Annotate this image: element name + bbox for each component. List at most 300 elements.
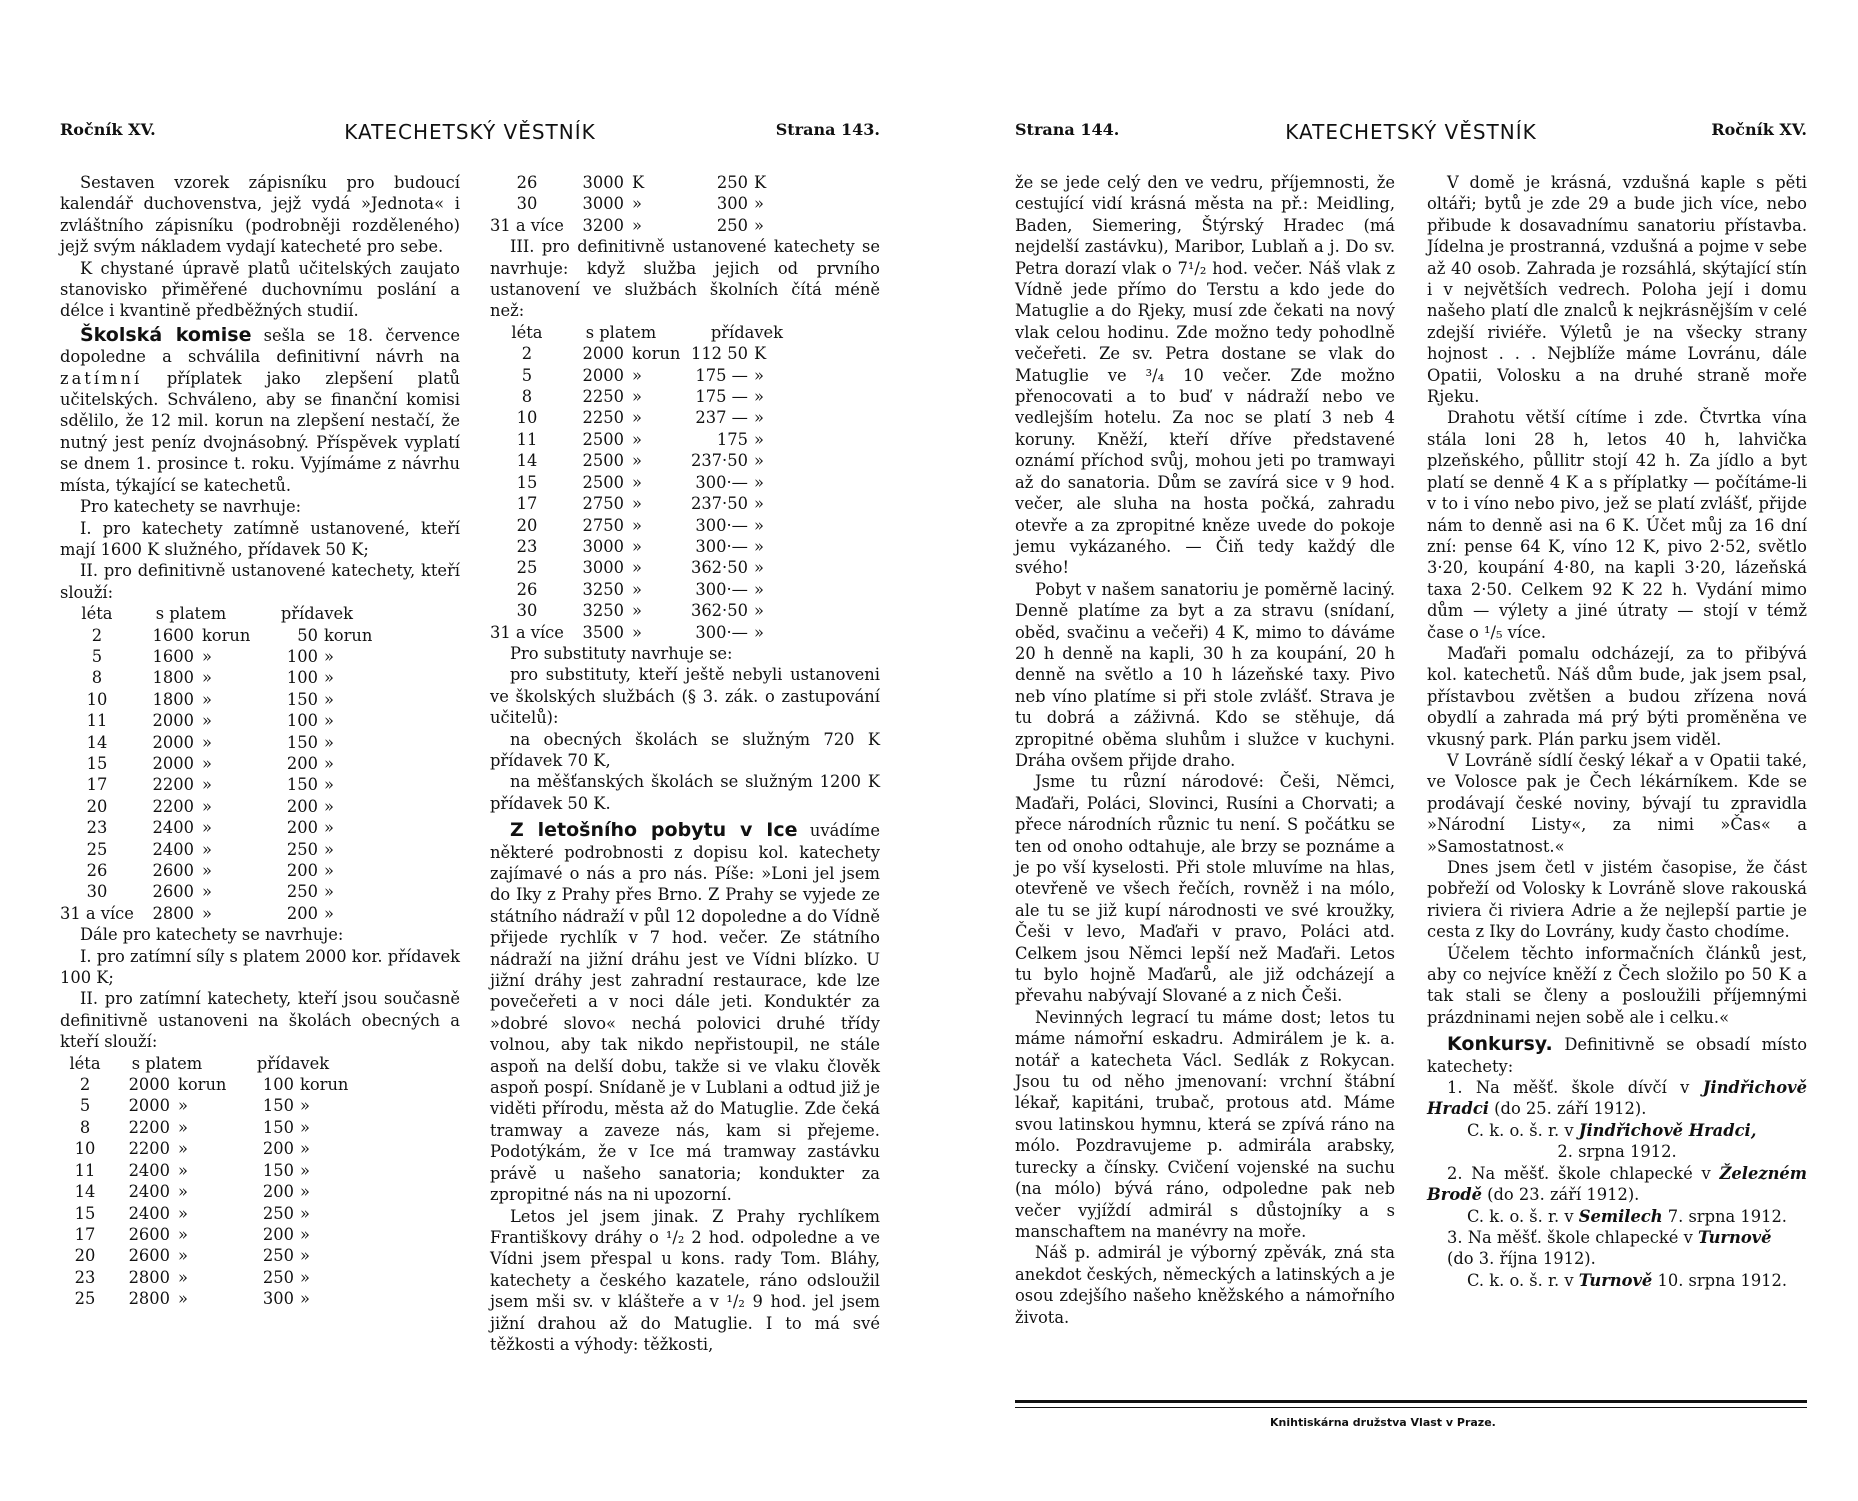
table-cell: 14 (516, 451, 538, 471)
table-cell: 300·— (695, 472, 748, 492)
table-header-row (60, 603, 384, 624)
text: Definitivně se obsadí místo katechety: (1427, 1035, 1807, 1076)
table-cell: » (323, 732, 334, 752)
table-cell: » (323, 861, 334, 880)
table-cell: 362·50 (690, 558, 748, 578)
table-cell: 17 (516, 494, 538, 514)
text: C. k. o. š. r. v (1467, 1120, 1579, 1140)
table-cell: 3500 (582, 622, 624, 642)
table-cell: 200 (286, 796, 318, 816)
table-cell: 2200 (128, 1139, 170, 1159)
table-cell: » (201, 839, 212, 859)
table-cell: » (631, 558, 642, 578)
paragraph: Pro katechety se navrhuje: (80, 497, 302, 517)
table-cell: 3250 (582, 601, 624, 621)
table-row (60, 753, 384, 774)
table-cell: » (323, 818, 334, 838)
table-cell: » (631, 451, 642, 471)
volume-label: Ročník XV. (1711, 120, 1807, 139)
table-cell: » (631, 365, 642, 385)
table-cell: 30 (516, 194, 538, 214)
column-header: s platem (585, 322, 657, 342)
left-column-2 (490, 172, 880, 1355)
running-head-left (60, 120, 880, 146)
table-cell: » (201, 861, 212, 880)
table-cell: 200 (262, 1139, 294, 1159)
table-cell: » (753, 429, 764, 449)
paragraph: II. pro zatímní katechety, kteří jsou současně definitivně ustanoveni na školách obecných a kteří slouží: (60, 989, 460, 1052)
table-cell: 3000 (582, 173, 624, 192)
table-cell: » (753, 515, 764, 535)
table-cell: » (753, 579, 764, 599)
table-cell: » (323, 753, 334, 773)
table-cell: 200 (262, 1224, 294, 1244)
konkurs-date: 2. srpna 1912. (1557, 1142, 1677, 1162)
table-row (60, 817, 384, 838)
table-row (60, 1288, 360, 1309)
paragraph: Náš p. admirál je výborný zpěvák, zná sta anekdot českých, německých a latinských a je osou zdejšího našeho kněžského a námořního života. (1015, 1243, 1395, 1327)
text: C. k. o. š. r. v (1467, 1206, 1579, 1226)
table-cell: » (753, 408, 764, 428)
table-cell: » (323, 796, 334, 816)
table-cell: korun (631, 344, 681, 364)
table-cell: 26 (516, 173, 538, 192)
konkurs-signature (1427, 1270, 1807, 1291)
table-row (60, 1160, 360, 1181)
table-cell: 30 (516, 601, 538, 621)
table-row (490, 407, 814, 428)
table-cell: » (178, 1117, 188, 1137)
table-cell: 100 (286, 668, 318, 688)
table-row (490, 193, 814, 214)
table-header-row (490, 322, 814, 343)
table-cell: 2000 (152, 711, 194, 731)
table-cell: 8 (79, 1117, 91, 1137)
text: 3. Na měšť. škole chlapecké v (1447, 1227, 1698, 1247)
table-cell: 31 a více (60, 903, 134, 923)
table-row (60, 625, 384, 646)
paragraph: Dále pro katechety se navrhuje: (80, 925, 344, 945)
table-cell: » (178, 1203, 188, 1223)
table-cell: 25 (74, 1289, 96, 1309)
table-cell: 1600 (152, 646, 194, 666)
table-cell: » (631, 387, 642, 407)
table-row (490, 557, 814, 578)
table-cell: 150 (262, 1096, 294, 1116)
table-cell: 200 (286, 903, 318, 923)
table-cell: 2500 (582, 429, 624, 449)
table-cell: 3250 (582, 579, 624, 599)
place-name: Turnově (1578, 1270, 1653, 1290)
table-cell: 362·50 (690, 601, 748, 621)
table-cell: » (753, 365, 764, 385)
table-cell: » (201, 796, 212, 816)
paragraph: Účelem těchto informačních článků jest, aby co nejvíce kněží z Čech složilo po 50 K a tak stali se členy a posloužili příjemnými prázdninami nejen sobě ale i celku.« (1427, 943, 1807, 1027)
table-cell: » (201, 903, 212, 923)
table-cell: » (201, 775, 212, 795)
table-cell: 14 (86, 732, 108, 752)
paragraph: V Lovráně sídlí český lékař a v Opatii také, ve Volosce pak je Čech lékárníkem. Kde se prodávají české noviny, bývají tu zpravidla »Národní Listy«, za nimi »Čas« a »Samostatnost.« (1427, 750, 1807, 856)
table-cell: 31 a více (490, 215, 564, 235)
column-header: s platem (131, 1053, 203, 1073)
page-number: Strana 143. (775, 120, 880, 139)
paragraph: na obecných školách se služným 720 K přídavek 70 K, (490, 729, 880, 770)
right-column-2 (1427, 172, 1807, 1291)
table-row (60, 796, 384, 817)
paragraph: Letos jel jsem jinak. Z Prahy rychlíkem Františkovy dráhy o ¹/₂ 2 hod. odpoledne a ve Vídni jsem přespal u kons. rady Tom. Bláhy, katechety a českého kazatele, ráno odsloužil jsem mši sv. v klášteře a v ¹/₂ 9 hod. jel jsem jižní drahou až do Matuglie. I to má své těžkosti a výhody: těžkosti, (490, 1206, 880, 1354)
table-cell: 2000 (582, 365, 624, 385)
table-cell: 11 (516, 429, 538, 449)
table-row (490, 579, 814, 600)
table-row (490, 536, 814, 557)
journal-title: KATECHETSKÝ VĚSTNÍK (344, 120, 596, 144)
table-cell: 250 (262, 1267, 294, 1287)
table-cell: K (753, 344, 767, 364)
table-cell: K (753, 173, 767, 192)
table-cell: 300·— (695, 536, 748, 556)
journal-title: KATECHETSKÝ VĚSTNÍK (1285, 120, 1537, 144)
volume-label: Ročník XV. (60, 120, 156, 139)
paragraph: Dnes jsem četl v jistém časopise, že část pobřeží od Volosky k Lovráně slove rakouská riviera či riviera Adrie a že nejlepší partie je cesta z Iky do Lovrány, kudy často chodíme. (1427, 858, 1807, 942)
right-page (1015, 0, 1807, 1501)
table-cell: 300 (716, 194, 748, 214)
table-cell: 250 (286, 882, 318, 902)
table-cell: 3000 (582, 558, 624, 578)
table-cell: 2400 (128, 1182, 170, 1202)
text: uvádíme některé podrobnosti z dopisu kol. katechety zajímavé o nás a pro nás. Píše: »Loni jel jsem do Iky z Prahy přes Brno. Z Prahy se vyjede ze státního nádraží v půl 12 dopoledne a do Vídně přijede rychlík v 7 hod. večer. Ze státního nádraží na jižní dráhu jest ve Vídni blízko. U jižní dráhy jest zahradní restaurace, kde lze povečeřeti a v noci dále jeti. Konduktér za »dobré slovo« nechá polovici druhé třídy volnou, aby tak nikdo nepřistoupil, ne stále aspoň na delší dobu, takže si ve vlaku člověk aspoň pospí. Snídaně je v Lublani a odtud již je viděti přírodu, města až do Matuglie. Zde čeká tramway a zaveze nás, kam si přejeme. Podotýkám, že v Ice má tramway zastávku právě u našeho sanatoria; kondukter za zpropitné nás na ni upozorní. (490, 821, 880, 1205)
table-cell: 5 (79, 1096, 91, 1116)
table-cell: 15 (74, 1203, 96, 1223)
table-cell: 3000 (582, 536, 624, 556)
table-cell: 2500 (582, 472, 624, 492)
table-cell: 100 (286, 646, 318, 666)
paragraph: na měšťanských školách se služným 1200 K přídavek 50 K. (490, 772, 880, 813)
table-cell: » (753, 622, 764, 642)
text: 7. srpna 1912. (1662, 1206, 1787, 1226)
left-column-1 (60, 172, 460, 1310)
table-cell: 175 (716, 429, 748, 449)
table-cell: 200 (286, 861, 318, 880)
text: (do 25. září 1912). (1489, 1099, 1647, 1119)
paragraph: Nevinných legrací tu máme dost; letos tu máme námořní eskadru. Admirálem je k. a. notář a katecheta Václ. Sedlák z Rokycan. Jsou tu od něho jmenovaní: vrchní štábní lékař, kapitáni, trubač, protous atd. Máme svou latinskou hymnu, která se zpívá ráno na mólo. Pozdravujeme p. admirála arabsky, turecky a čínsky. Cvičení vojenské na suchu (na mólo) bývá ráno, odpoledne pak neb večer vyjíždí admirál s důstojníky a s manschaftem na manévry na moře. (1015, 1007, 1395, 1241)
text: příplatek jako zlepšení platů učitelských. Schváleno, aby se finanční komisi sdělilo, že 12 mil. korun na zlepšení nestačí, že nutný jest peníz dvojnásobný. Příspěvek vyplatí se dnem 1. prosince t. roku. Vyjímáme z návrhu místa, týkající se katechetů. (60, 368, 460, 495)
column-header: přídavek (256, 1053, 330, 1073)
komise-paragraph (60, 325, 460, 496)
table-cell: 300·— (695, 579, 748, 599)
table-cell: » (323, 689, 334, 709)
bottom-rule (1015, 1400, 1807, 1403)
table-cell: » (300, 1096, 310, 1116)
table-cell: 25 (516, 558, 538, 578)
section-heading: Z letošního pobytu v Ice (510, 819, 798, 842)
table-cell: 2800 (128, 1289, 170, 1309)
table-cell: 2400 (152, 818, 194, 838)
table-cell: 150 (286, 732, 318, 752)
table-row (490, 365, 814, 386)
table-row (60, 1267, 360, 1288)
table-cell: 237·50 (690, 451, 748, 471)
table-cell: 20 (516, 515, 538, 535)
table-row (490, 493, 814, 514)
table-cell: 2000 (152, 732, 194, 752)
table-cell: 23 (516, 536, 538, 556)
place-name: Jindřichově Hradci, (1578, 1120, 1757, 1140)
table-cell: 150 (262, 1160, 294, 1180)
table-cell: » (178, 1224, 188, 1244)
right-column-1 (1015, 172, 1395, 1328)
table-row (60, 1203, 360, 1224)
paragraph: Drahotu větší cítíme i zde. Čtvrtka vína stála loni 28 h, letos 40 h, lahvička plzeňského, půllitr stojí 42 h. Za jídlo a byt platí se denně 4 K a s příplatky — počítáme-li v to i víno nebo pivo, jež se platí zvlášť, přijde nám to denně asi na 6 K. Účet můj za 16 dní zní: pense 64 K, víno 12 K, pivo 2·52, světlo 3·20, koupání 4·80, na kapli 3·20, lázeňská taxa 2·50. Celkem 92 K 22 h. Vydání mimo dům — výlety a jiné útraty — stojí v témž čase o ¹/₅ více. (1427, 408, 1807, 642)
table-cell: » (300, 1203, 310, 1223)
table-cell: 2250 (582, 408, 624, 428)
paragraph: K chystané úpravě platů učitelských zaujato stanovisko přiměřené duchovnímu poslání a délce i kvantině předběžných studií. (60, 258, 460, 321)
text: C. k. o. š. r. v (1467, 1270, 1579, 1290)
table-cell: » (631, 494, 642, 514)
table-cell: 2750 (582, 494, 624, 514)
table-cell: 23 (86, 818, 108, 838)
table-cell: 237·50 (690, 494, 748, 514)
table-cell: 100 (286, 711, 318, 731)
konkurs-item: (do 3. října 1912). (1447, 1249, 1596, 1269)
table-cell: 300·— (695, 622, 748, 642)
table-cell: » (631, 215, 642, 235)
table-row (60, 1095, 360, 1116)
table-cell: » (178, 1246, 188, 1266)
table-cell: » (201, 732, 212, 752)
table-cell: 25 (86, 839, 108, 859)
text: 2. Na měšť. škole chlapecké v (1447, 1163, 1720, 1183)
table-cell: 8 (521, 387, 533, 407)
table-cell: 2600 (152, 882, 194, 902)
table-cell: 11 (74, 1160, 96, 1180)
table-cell: » (323, 882, 334, 902)
column-header: s platem (155, 604, 227, 624)
table-cell: 17 (86, 775, 108, 795)
table-row (60, 903, 384, 924)
table-row (60, 646, 384, 667)
table-cell: » (323, 775, 334, 795)
page-number: Strana 144. (1015, 120, 1120, 139)
table-cell: 2600 (128, 1224, 170, 1244)
table-cell: 15 (86, 753, 108, 773)
table-cell: » (753, 494, 764, 514)
salary-table-3 (490, 322, 814, 643)
section-heading: Konkursy. (1447, 1033, 1553, 1056)
table-cell: 8 (91, 668, 103, 688)
table-cell: » (631, 408, 642, 428)
paragraph: I. pro zatímní síly s platem 2000 kor. přídavek 100 K; (60, 946, 460, 988)
salary-table-2 (60, 1053, 360, 1310)
table-cell: » (178, 1267, 188, 1287)
table-cell: 2 (79, 1075, 91, 1095)
table-cell: » (178, 1289, 188, 1309)
table-cell: 17 (74, 1224, 96, 1244)
place-name: Turnově (1697, 1227, 1772, 1247)
column-header: léta (81, 604, 113, 624)
konkurs-signature (1427, 1206, 1807, 1227)
table-cell: 2400 (152, 839, 194, 859)
table-row (60, 774, 384, 795)
table-row (490, 343, 814, 364)
table-cell: » (300, 1246, 310, 1266)
table-cell: 250 (286, 839, 318, 859)
table-cell: » (178, 1096, 188, 1116)
table-cell: » (323, 839, 334, 859)
table-cell: » (753, 215, 764, 235)
table-cell: » (201, 646, 212, 666)
table-cell: » (300, 1139, 310, 1159)
table-cell: 2 (521, 344, 533, 364)
table-cell: korun (178, 1075, 227, 1095)
table-cell: 200 (286, 753, 318, 773)
printer-imprint: Knihtiskárna družstva Vlast v Praze. (1270, 1416, 1496, 1429)
konkursy-paragraph (1427, 1034, 1807, 1077)
table-cell: korun (300, 1075, 349, 1095)
table-cell: 2400 (128, 1203, 170, 1223)
table-cell: » (300, 1160, 310, 1180)
table-row (60, 689, 384, 710)
paragraph: pro substituty, kteří ještě nebyli ustanoveni ve školských službách (§ 3. zák. o zastupování učitelů): (490, 665, 880, 728)
table-cell: 100 (262, 1075, 294, 1095)
table-row (60, 1138, 360, 1159)
text: 1. Na měšť. škole dívčí v (1447, 1078, 1703, 1098)
table-row (490, 172, 814, 193)
table-cell: 1800 (152, 668, 194, 688)
paragraph: III. pro definitivně ustanovené katechety se navrhuje: když služba jejich od prvního ustanovení ve službách školních čítá méně než: (490, 237, 880, 321)
table-cell: K (631, 173, 645, 192)
table-cell: » (753, 194, 764, 214)
table-cell: 2500 (582, 451, 624, 471)
table-cell: 2000 (152, 753, 194, 773)
running-head-right (1015, 120, 1807, 146)
table-row (490, 429, 814, 450)
table-cell: 5 (521, 365, 533, 385)
table-row (60, 1181, 360, 1202)
paragraph: Pro substituty navrhuje se: (510, 643, 733, 663)
table-cell: » (753, 451, 764, 471)
table-cell: 200 (262, 1182, 294, 1202)
table-row (490, 450, 814, 471)
table-cell: 23 (74, 1267, 96, 1287)
table-cell: 237 — (695, 408, 748, 428)
place-name: Jindřichově Hradci (1427, 1078, 1807, 1119)
table-cell: 2000 (128, 1075, 170, 1095)
table-cell: 2200 (152, 796, 194, 816)
table-row (60, 1245, 360, 1266)
column-header: léta (69, 1053, 101, 1073)
table-cell: » (631, 429, 642, 449)
table-row (490, 600, 814, 621)
table-cell: » (753, 536, 764, 556)
text: (do 23. září 1912). (1481, 1185, 1640, 1205)
table-cell: » (631, 579, 642, 599)
table-cell: 30 (86, 882, 108, 902)
paragraph: Maďaři pomalu odcházejí, za to přibývá kol. katechetů. Náš dům bude, jak jsem psal, přístavbou zvětšen a budou zřízena nová obydlí a zahrada má prý býti proměněna ve vkusný park. Plán parku jsem viděl. (1427, 643, 1807, 749)
table-cell: 2600 (152, 861, 194, 880)
bottom-rule-thin (1015, 1407, 1807, 1408)
table-cell: 2600 (128, 1246, 170, 1266)
table-cell: » (631, 472, 642, 492)
table-cell: 2000 (128, 1096, 170, 1116)
table-cell: 2800 (152, 903, 194, 923)
salary-table-continued (490, 172, 814, 236)
table-cell: 31 a více (490, 622, 564, 642)
table-cell: 200 (286, 818, 318, 838)
table-cell: » (201, 753, 212, 773)
column-header: přídavek (710, 322, 784, 342)
table-cell: » (178, 1160, 188, 1180)
table-cell: 250 (262, 1246, 294, 1266)
table-cell: 250 (716, 215, 748, 235)
table-cell: » (323, 903, 334, 923)
table-cell: 20 (74, 1246, 96, 1266)
konkurs-item (1427, 1077, 1807, 1120)
konkurs-item (1427, 1227, 1807, 1248)
table-cell: 250 (262, 1203, 294, 1223)
table-cell: 50 (297, 625, 318, 645)
table-cell: 150 (262, 1117, 294, 1137)
table-row (490, 386, 814, 407)
table-cell: » (201, 882, 212, 902)
table-cell: 3200 (582, 215, 624, 235)
table-cell: 26 (86, 861, 108, 880)
table-cell: 2750 (582, 515, 624, 535)
paragraph: V domě je krásná, vzdušná kaple s pěti oltáři; bytů je zde 29 a bude jich více, nebo přibude k dosavadnímu sanatoriu přístavba. Jídelna je prostranná, vzdušná a pojme v sebe až 40 osob. Zahrada je rozsáhlá, skýtající stín i v největších vedrech. Poloha její i domu našeho platí dle znalců k nejkrásnějším v celé zdejší riviéře. Výletů je na všecky strany hojnost . . . Nejblíže máme Lovránu, dále Opatii, Volosku a na druhé straně moře Rjeku. (1427, 173, 1807, 407)
table-cell: » (201, 711, 212, 731)
table-row (490, 515, 814, 536)
salary-table-1 (60, 603, 384, 924)
table-row (60, 1224, 360, 1245)
table-cell: 2250 (582, 387, 624, 407)
column-header: přídavek (280, 604, 354, 624)
column-header: léta (511, 322, 543, 342)
table-cell: » (300, 1289, 310, 1309)
table-cell: 112 50 (690, 344, 748, 364)
left-page (60, 0, 880, 1501)
table-cell: » (753, 472, 764, 492)
table-cell: » (201, 689, 212, 709)
table-cell: 20 (86, 796, 108, 816)
konkurs-item (1427, 1163, 1807, 1206)
table-row (60, 1117, 360, 1138)
table-cell: korun (323, 625, 373, 645)
table-cell: korun (201, 625, 251, 645)
table-cell: » (178, 1139, 188, 1159)
table-cell: 1600 (152, 625, 194, 645)
place-name: Semilech (1578, 1206, 1663, 1226)
table-cell: 150 (286, 775, 318, 795)
section-heading: Školská komise (80, 323, 252, 346)
table-cell: » (631, 515, 642, 535)
table-cell: » (300, 1224, 310, 1244)
paragraph: Jsme tu různí národové: Češi, Němci, Maďaři, Poláci, Slovinci, Rusíni a Chorvati; a přece národních různic tu není. S počátku se ten od onoho odtahuje, ale brzy se poznáme a je po vší kyselosti. Při stole mluvíme na hlas, otevřeně ve všech řečích, rovněž i na mólo, ale tu se již kupí národnosti ve své kroužky, Češi v levo, Maďaři v pravo, Poláci atd. Celkem jsou Němci lepší než Maďaři. Letos tu bylo hojně Maďarů, ale již odcházejí a převahu nabývají Slované a z nich Češi. (1015, 772, 1395, 1006)
table-cell: 2000 (582, 344, 624, 364)
place-name: Železném Brodě (1427, 1163, 1807, 1205)
table-cell: 300 (262, 1289, 294, 1309)
table-header-row (60, 1053, 360, 1074)
table-cell: » (753, 387, 764, 407)
emphasis: zatímní (60, 368, 143, 388)
table-cell: » (201, 668, 212, 688)
table-cell: 14 (74, 1182, 96, 1202)
konkurs-signature (1427, 1120, 1807, 1141)
table-row (60, 881, 384, 902)
table-cell: » (323, 646, 334, 666)
table-cell: » (631, 622, 642, 642)
table-cell: » (753, 601, 764, 621)
table-cell: 11 (86, 711, 108, 731)
table-cell: 250 (716, 173, 748, 192)
